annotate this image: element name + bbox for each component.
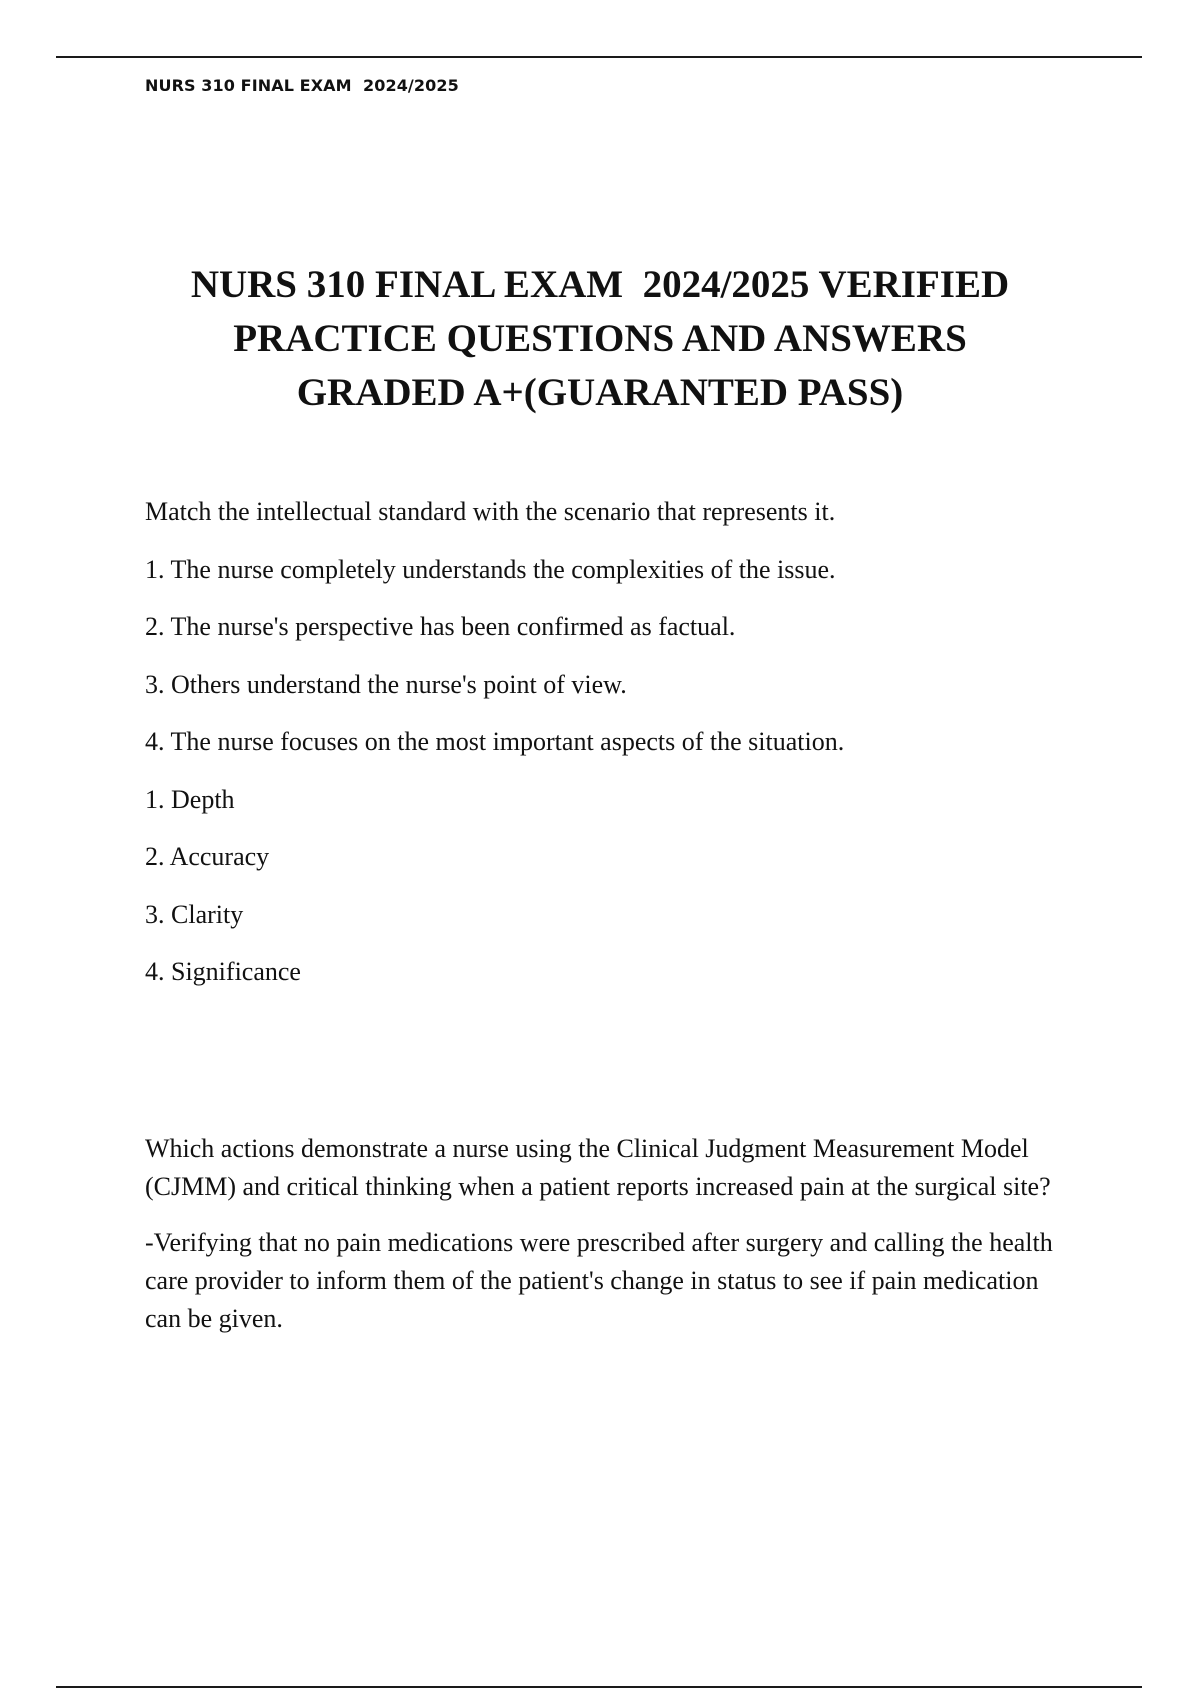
title-line-3: GRADED A+(GUARANTED PASS) — [296, 371, 904, 414]
title-line-2: PRACTICE QUESTIONS AND ANSWERS — [233, 317, 967, 360]
footer-rule — [56, 1686, 1142, 1688]
scenario-item: 2. The nurse's perspective has been confirmed as factual. — [145, 612, 736, 641]
scenario-item: 3. Others understand the nurse's point of view. — [145, 669, 627, 699]
answer-item: 4. Significance — [145, 957, 301, 986]
answer-item: 1. Depth — [145, 784, 235, 814]
question-2 — [145, 1130, 1075, 1338]
question-2-answer: -Verifying that no pain medications were prescribed after surgery and calling the health care provider to inform them of the patient's change in status to see if pain medication can be given. — [145, 1228, 1053, 1333]
header-rule — [56, 56, 1142, 58]
question-2-prompt: Which actions demonstrate a nurse using the Clinical Judgment Measurement Model (CJMM) and critical thinking when a patient reports increased pain at the surgical site? — [145, 1134, 1051, 1201]
title-line-1: NURS 310 FINAL EXAM 2024/2025 VERIFIED — [190, 263, 1010, 306]
scenario-item: 1. The nurse completely understands the complexities of the issue. — [145, 554, 836, 584]
scenario-item: 4. The nurse focuses on the most important aspects of the situation. — [145, 727, 845, 756]
answer-item: 2. Accuracy — [145, 842, 270, 871]
document-title — [100, 258, 1100, 420]
running-header: NURS 310 FINAL EXAM 2024/2025 — [145, 76, 459, 95]
question-1 — [145, 495, 1085, 1013]
answer-item: 3. Clarity — [145, 899, 244, 929]
question-1-prompt: Match the intellectual standard with the scenario that represents it. — [145, 497, 836, 526]
